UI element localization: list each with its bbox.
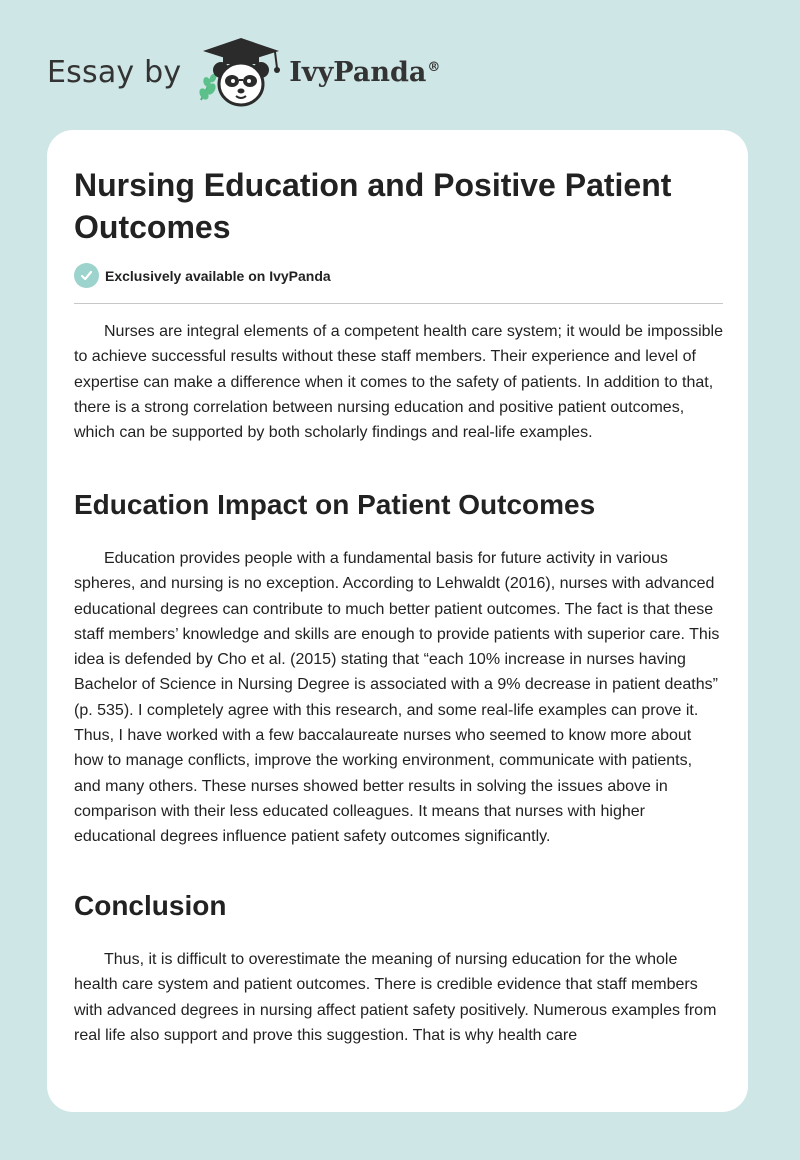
- page-title: Nursing Education and Positive Patient Outcomes: [74, 167, 672, 245]
- section-heading: Conclusion: [74, 890, 227, 921]
- divider: [74, 303, 723, 304]
- brand-prefix: Essay by: [47, 54, 182, 90]
- brand-name: IvyPanda®: [289, 56, 441, 88]
- essay-card: [47, 130, 748, 1112]
- section-paragraph: Thus, it is difficult to overestimate the meaning of nursing education for the whole health care system and patient outcomes. There is credible evidence that staff members with advanced degrees in nursing affect patient safety positively. Numerous examples from real life also support and prove this suggestion. That is why health care: [74, 951, 717, 1044]
- panda-graduate-icon: [195, 34, 287, 110]
- badge-text: Exclusively available on IvyPanda: [105, 267, 331, 284]
- section-paragraph: Education provides people with a fundamental basis for future activity in various spheres, and nursing is no exception. According to Lehwaldt (2016), nurses with advanced educational degrees can contribute to much better patient outcomes. The fact is that these staff members’ knowledge and skills are enough to provide patients with superior care. This idea is defended by Cho et al. (2015) stating that “each 10% increase in nurses having Bachelor of Science in Nursing Degree is associated with a 9% decrease in patient deaths” (p. 535). I completely agree with this research, and some real-life examples can prove it. Thus, I have worked with a few baccalaureate nurses who seemed to know more about how to manage conflicts, improve the working environment, communicate with patients, and many others. These nurses showed better results in solving the issues above in comparison with their less educated colleagues. It means that nurses with higher educational degrees influence patient safety outcomes significantly.: [74, 550, 720, 846]
- exclusive-badge: [74, 263, 331, 288]
- brand-header[interactable]: [47, 34, 440, 110]
- check-icon: [74, 263, 99, 288]
- intro-paragraph: Nurses are integral elements of a competent health care system; it would be impossible to achieve successful results without these staff members. Their experience and level of expertise can make a difference when it comes to the safety of patients. In addition to that, there is a strong correlation between nursing education and positive patient outcomes, which can be supported by both scholarly findings and real-life examples.: [74, 323, 723, 442]
- section-heading: Education Impact on Patient Outcomes: [74, 489, 596, 520]
